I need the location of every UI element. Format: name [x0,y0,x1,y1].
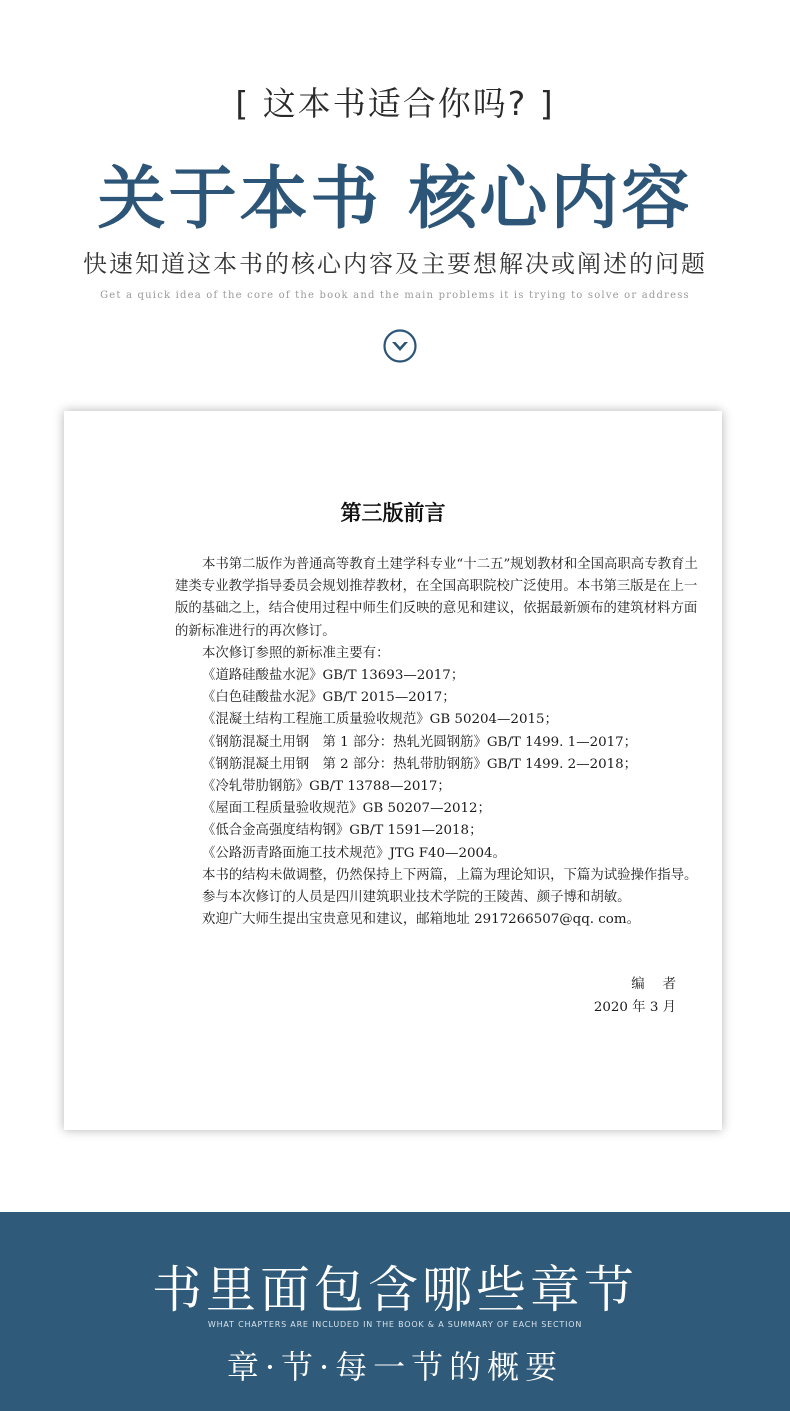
standard-item: 《低合金高强度结构钢》GB/T 1591—2018； [202,823,483,839]
section-headline: 关于本书 核心内容 [97,159,693,239]
standard-item: 《屋面工程质量验收规范》GB 50207—2012； [202,801,491,817]
preface-paragraph-4: 欢迎广大师生提出宝贵意见和建议，邮箱地址 2917266507@qq. com。 [202,912,640,928]
standard-item: 《道路硅酸盐水泥》GB/T 13693—2017； [202,668,465,684]
standard-item: 《冷轧带肋钢筋》GB/T 13788—2017； [202,779,451,795]
standard-item: 《公路沥青路面施工技术规范》JTG F40—2004。 [202,845,506,861]
standard-item: 《白色硅酸盐水泥》GB/T 2015—2017； [202,690,456,706]
section-subline: 快速知道这本书的核心内容及主要想解决或阐述的问题 [83,250,707,278]
preface-date: 2020 年 3 月 [593,1000,676,1015]
preface-paragraph-1: 本书第二版作为普通高等教育土建学科专业“十二五”规划教材和全国高职高专教育土建类专业教学指导委员会规划推荐教材，在全国高职院校广泛使用。本书第三版是在上一版的基础之上，结合使用过程中师生们反映的意见和建议，依据最新颁布的建筑材料方面的新标准进行的再次修订。 [175,557,698,639]
chevron-down-circle-icon [383,329,417,363]
section-subline-english: Get a quick idea of the core of the book and the main problems it is trying to solve or address [100,290,690,301]
chapters-banner [0,1212,790,1411]
preface-paragraph-2: 本书的结构未做调整，仍然保持上下两篇，上篇为理论知识，下篇为试验操作指导。 [202,867,698,883]
preface-title: 第三版前言 [340,500,446,525]
preface-intro: 本次修订参照的新标准主要有： [202,645,390,661]
standard-item: 《钢筋混凝土用钢 第 2 部分：热轧带肋钢筋》GB/T 1499. 2—2018； [202,756,638,772]
section-question: [ 这本书适合你吗? ] [235,84,555,123]
chapters-subtitle: 章·节·每一节的概要 [226,1348,564,1386]
preface-signature: 编者 [631,977,694,992]
chapters-title: 书里面包含哪些章节 [152,1261,638,1319]
preface-body [175,554,705,931]
preface-signature-block [593,973,694,1019]
standard-item: 《钢筋混凝土用钢 第 1 部分：热轧光圆钢筋》GB/T 1499. 1—2017； [202,734,638,750]
standard-item: 《混凝土结构工程施工质量验收规范》GB 50204—2015； [202,712,558,728]
preface-paragraph-3: 参与本次修订的人员是四川建筑职业技术学院的王陵茜、颜子博和胡敏。 [202,890,631,906]
preface-page-image [64,411,722,1130]
chapters-title-english: WHAT CHAPTERS ARE INCLUDED IN THE BOOK & A SUMMARY OF EACH SECTION [207,1320,583,1329]
